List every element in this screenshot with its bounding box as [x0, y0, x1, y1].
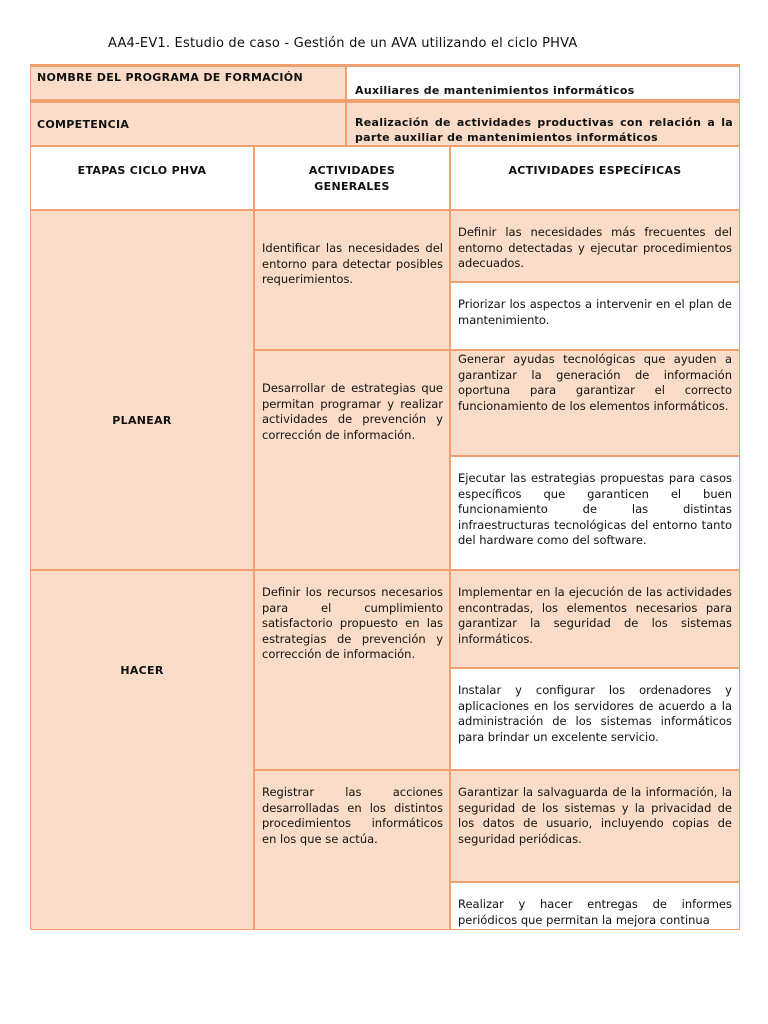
- header-stages-cell: [30, 146, 254, 210]
- stage-hacer-cell: [30, 570, 254, 930]
- general-activity-cell: [254, 570, 450, 770]
- program-label-cell: [30, 66, 346, 100]
- general-activity-cell: [254, 770, 450, 930]
- general-activity-cell: [254, 350, 450, 570]
- specific-activity-cell: [450, 350, 740, 456]
- header-stages: ETAPAS CICLO PHVA: [77, 164, 207, 177]
- program-value: Auxiliares de mantenimientos informáticos: [355, 84, 635, 97]
- specific-activity-cell: [450, 456, 740, 570]
- competence-label: COMPETENCIA: [37, 118, 130, 131]
- header-specific-cell: [450, 146, 740, 210]
- competence-value-cell: [346, 102, 740, 146]
- header-specific: ACTIVIDADES ESPECÍFICAS: [508, 164, 682, 177]
- stage-planear-cell: [30, 210, 254, 570]
- general-activity: Desarrollar de estrategias que permitan programar y realizar actividades de prevención y corrección de información.: [262, 381, 443, 442]
- competence-label-cell: [30, 102, 346, 146]
- specific-activity: Ejecutar las estrategias propuestas para casos específicos que garanticen el buen funcionamiento de las distintas infraestructuras tecnológicas del entorno tanto del hardware como del software.: [458, 471, 732, 548]
- general-activity: Definir los recursos necesarios para el cumplimiento satisfactorio propuesto en las estrategias de prevención y corrección de información.: [262, 585, 443, 662]
- specific-activity-cell: [450, 882, 740, 930]
- stage-name: PLANEAR: [112, 414, 172, 427]
- specific-activity-cell: [450, 282, 740, 350]
- document-title: AA4-EV1. Estudio de caso - Gestión de un AVA utilizando el ciclo PHVA: [108, 36, 578, 51]
- specific-activity-cell: [450, 668, 740, 770]
- stage-name: HACER: [120, 664, 164, 677]
- competence-value: Realización de actividades productivas con relación a la parte auxiliar de mantenimientos informáticos: [355, 116, 733, 144]
- specific-activity-cell: [450, 570, 740, 668]
- specific-activity-cell: [450, 210, 740, 282]
- header-general: ACTIVIDADES GENERALES: [308, 164, 396, 193]
- specific-activity: Realizar y hacer entregas de informes periódicos que permitan la mejora continua: [458, 897, 732, 927]
- general-activity-cell: [254, 210, 450, 350]
- specific-activity: Definir las necesidades más frecuentes del entorno detectadas y ejecutar procedimientos adecuados.: [458, 225, 732, 271]
- specific-activity: Priorizar los aspectos a intervenir en el plan de mantenimiento.: [458, 297, 732, 327]
- program-value-cell: [346, 66, 740, 100]
- specific-activity: Instalar y configurar los ordenadores y aplicaciones en los servidores de acuerdo a la administración de los sistemas informáticos para brindar un excelente servicio.: [458, 683, 732, 744]
- general-activity: Identificar las necesidades del entorno para detectar posibles requerimientos.: [262, 241, 443, 287]
- specific-activity: Generar ayudas tecnológicas que ayuden a garantizar la generación de información oportuna para garantizar el correcto funcionamiento de los elementos informáticos.: [458, 352, 732, 413]
- program-label: NOMBRE DEL PROGRAMA DE FORMACIÓN: [37, 71, 303, 84]
- specific-activity: Implementar en la ejecución de las actividades encontradas, los elementos necesarios para garantizar la seguridad de los sistemas informáticos.: [458, 585, 732, 646]
- specific-activity-cell: [450, 770, 740, 882]
- specific-activity: Garantizar la salvaguarda de la información, la seguridad de los sistemas y la privacidad de los datos de usuario, incluyendo copias de seguridad periódicas.: [458, 785, 732, 846]
- general-activity: Registrar las acciones desarrolladas en los distintos procedimientos informáticos en los que se actúa.: [262, 785, 443, 846]
- header-general-cell: [254, 146, 450, 210]
